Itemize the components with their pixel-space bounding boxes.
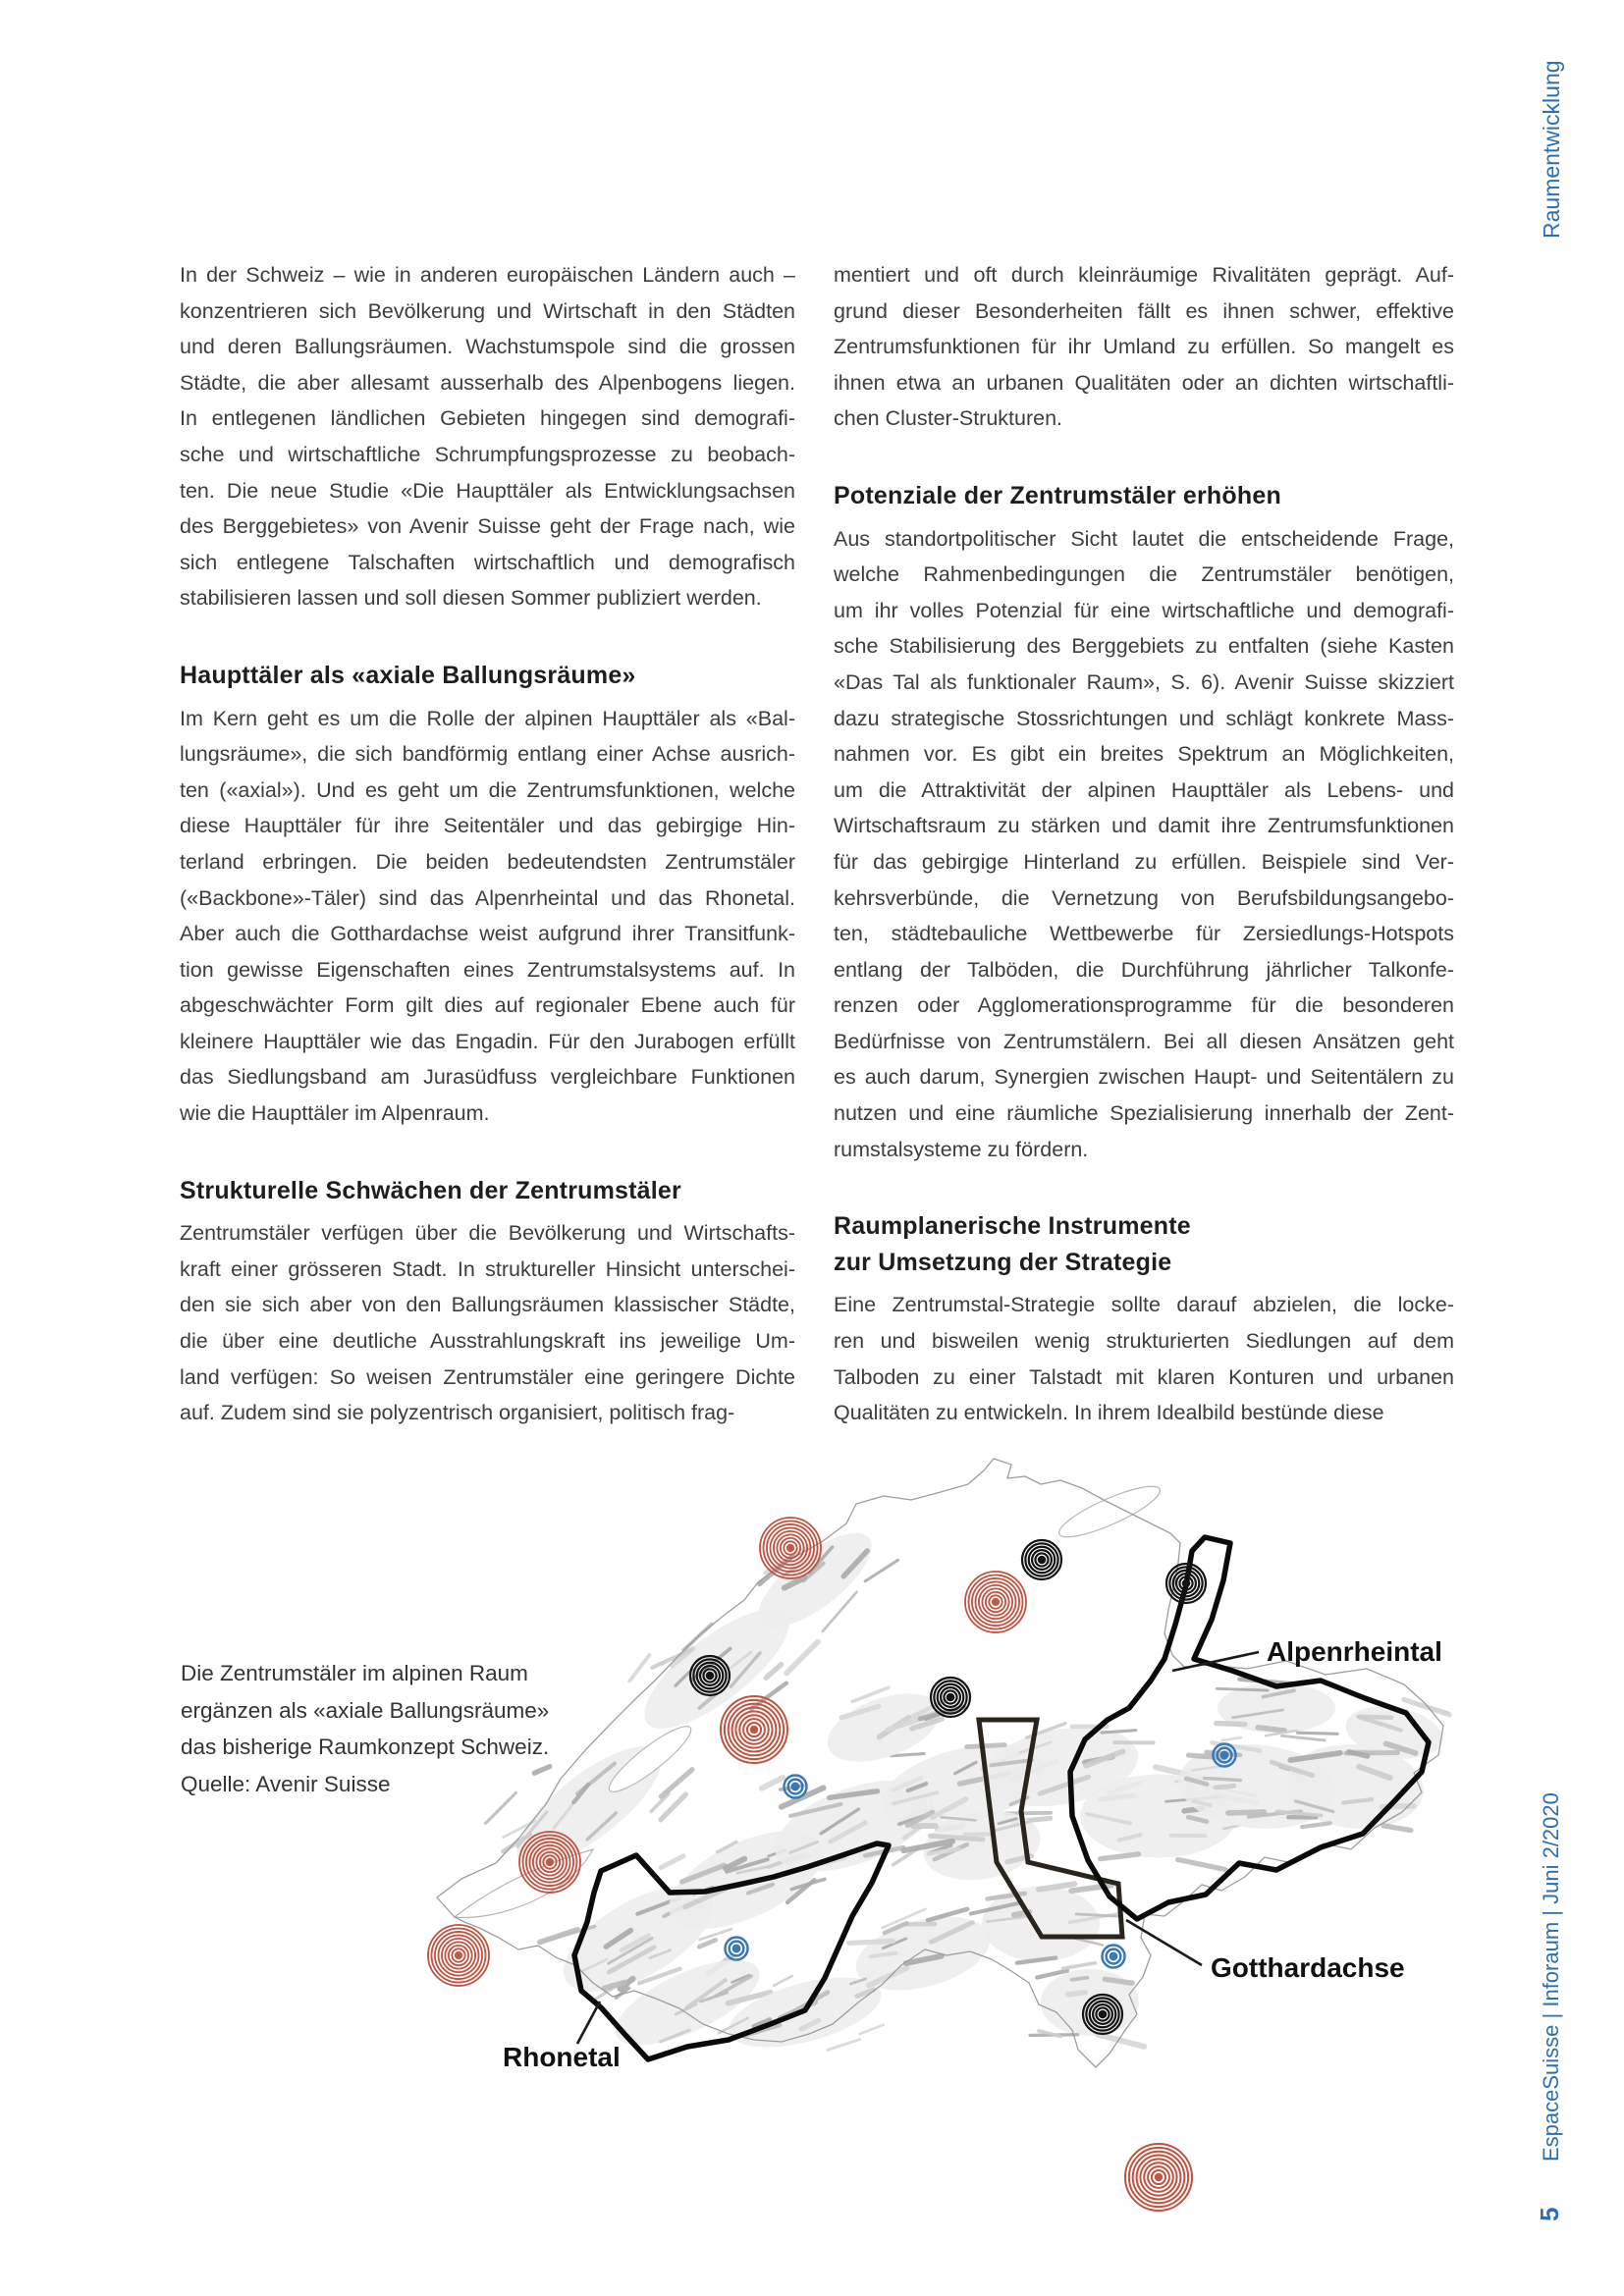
text-line: des Berggebietes» von Avenir Suisse geht der Frage nach, wie (180, 514, 795, 539)
text-line: Städte, die aber allesamt ausserhalb des Alpenbogens liegen. (180, 370, 795, 395)
text-line: wie die Haupttäler im Alpenraum. (180, 1101, 490, 1126)
heading-line: Haupttäler als «axiale Ballungsräume» (180, 661, 636, 689)
text-line: nahmen vor. Es gibt ein breites Spektrum an Möglichkeiten, (834, 742, 1454, 767)
heading-line: zur Umsetzung der Strategie (834, 1248, 1172, 1276)
text-line: Zentrumsfunktionen für ihr Umland zu erfüllen. So mangelt es (834, 335, 1454, 359)
text-line: Qualitäten zu entwickeln. In ihrem Idealbild bestünde diese (834, 1401, 1384, 1425)
marker-black-concentric (1166, 1564, 1206, 1603)
map-label-rhonetal: Rhonetal (503, 2042, 621, 2072)
text-line: um ihr volles Potenzial für eine wirtschaftliche und demografi- (834, 598, 1454, 622)
map-label-gotthardachse: Gotthardachse (1211, 1952, 1405, 1983)
text-line: land verfügen: So weisen Zentrumstäler eine geringere Dichte (180, 1364, 795, 1389)
map-caption-line: das bisherige Raumkonzept Schweiz. (181, 1735, 550, 1759)
paragraph (834, 521, 1454, 1168)
section-heading (834, 1208, 1454, 1280)
text-line: Aus standortpolitischer Sicht lautet die entscheidende Frage, (834, 526, 1454, 551)
leader-line-rhonetal (577, 2002, 600, 2044)
heading-line: Raumplanerische Instrumente (834, 1212, 1191, 1241)
marker-blue-concentric (726, 1938, 748, 1960)
text-line: («Backbone»-Täler) sind das Alpenrheintal und das Rhonetal. (180, 885, 795, 910)
text-line: und deren Ballungsräumen. Wachstumspole sind die grossen (180, 335, 795, 359)
text-line: den sie sich aber von den Ballungsräumen klassischer Städte, (180, 1293, 795, 1317)
text-line: um die Attraktivität der alpinen Haupttäler als Lebens- und (834, 777, 1454, 802)
text-line: ren und bisweilen wenig strukturierten Siedlungen auf dem (834, 1329, 1454, 1354)
text-line: konzentrieren sich Bevölkerung und Wirtschaft in den Städten (180, 298, 795, 323)
text-line: «Das Tal als funktionaler Raum», S. 6). Avenir Suisse skizziert (834, 669, 1454, 694)
rubric-label: Raumentwicklung (1539, 60, 1564, 239)
text-line: Im Kern geht es um die Rolle der alpinen Haupttäler als «Bal- (180, 706, 795, 730)
text-line: es auch darum, Synergien zwischen Haupt- und Seitentälern zu (834, 1065, 1454, 1090)
text-line: ten. Die neue Studie «Die Haupttäler als Entwicklungsachsen (180, 478, 795, 503)
text-line: Eine Zentrumstal-Strategie sollte darauf abzielen, die locke- (834, 1293, 1454, 1317)
marker-red-concentric (1125, 2144, 1192, 2211)
text-line: auf. Zudem sind sie polyzentrisch organisiert, politisch frag- (180, 1401, 735, 1425)
text-line: chen Cluster-Strukturen. (834, 406, 1063, 431)
text-line: dazu strategische Stossrichtungen und schlägt konkrete Mass- (834, 706, 1454, 730)
marker-black-concentric (690, 1656, 730, 1695)
map-caption-line: Die Zentrumstäler im alpinen Raum (181, 1661, 528, 1685)
marker-blue-concentric (1103, 1946, 1125, 1968)
leader-line-gotthardachse (1126, 1920, 1202, 1965)
text-line: abgeschwächter Form gilt dies auf regionaler Ebene auch für (180, 993, 795, 1018)
text-line: entlang der Talböden, die Durchführung jährlicher Talkonfe- (834, 957, 1454, 982)
text-line: das Siedlungsband am Jurasüdfuss vergleichbare Funktionen (180, 1065, 795, 1090)
text-line: ihnen etwa an urbanen Qualitäten oder an dichten wirtschaftli- (834, 370, 1454, 395)
paragraph (180, 257, 795, 616)
text-line: diese Haupttäler für ihre Seitentäler und das gebirgige Hin- (180, 814, 795, 838)
marker-blue-concentric (1214, 1744, 1236, 1767)
text-line: In entlegenen ländlichen Gebieten hingegen sind demografi- (180, 406, 795, 431)
text-line: tion gewisse Eigenschaften eines Zentrumstalsystems auf. In (180, 957, 795, 982)
text-line: lungsräume», die sich bandförmig entlang einer Achse ausrich- (180, 742, 795, 767)
marker-red-concentric (965, 1572, 1026, 1632)
marker-black-concentric (1083, 1995, 1122, 2034)
text-line: ten, städtebauliche Wettbewerbe für Zersiedlungs-Hotspots (834, 922, 1454, 946)
map-caption-source: Quelle: Avenir Suisse (181, 1771, 391, 1796)
paragraph (834, 257, 1454, 437)
text-line: sche und wirtschaftliche Schrumpfungsprozesse zu beobach- (180, 442, 795, 466)
text-line: welche Rahmenbedingungen die Zentrumstäler benötigen, (834, 562, 1454, 587)
map-label-alpenrheintal: Alpenrheintal (1267, 1636, 1442, 1667)
text-line: In der Schweiz – wie in anderen europäischen Ländern auch – (180, 263, 795, 287)
text-line: mentiert und oft durch kleinräumige Rivalitäten geprägt. Auf- (834, 263, 1454, 287)
text-line: Zentrumstäler verfügen über die Bevölkerung und Wirtschafts- (180, 1221, 795, 1246)
marker-black-concentric (931, 1678, 970, 1717)
text-line: kraft einer grösseren Stadt. In struktureller Hinsicht unterschei- (180, 1256, 795, 1281)
paragraph (180, 1215, 795, 1431)
text-line: Wirtschaftsraum zu stärken und damit ihre Zentrumsfunktionen (834, 814, 1454, 838)
article-column-right (834, 257, 1454, 1431)
text-line: Aber auch die Gotthardachse weist aufgrund ihrer Transitfunk- (180, 922, 795, 946)
text-line: nutzen und eine räumliche Spezialisierung innerhalb der Zent- (834, 1101, 1454, 1126)
section-heading (834, 478, 1454, 514)
text-line: sche Stabilisierung des Berggebiets zu entfalten (siehe Kasten (834, 634, 1454, 659)
paragraph (180, 701, 795, 1132)
paragraph (834, 1287, 1454, 1430)
marker-red-concentric (428, 1925, 489, 1986)
text-line: Bedürfnisse von Zentrumstälern. Bei all diesen Ansätzen geht (834, 1029, 1454, 1053)
text-line: für das gebirgige Hinterland zu erfüllen. Beispiele sind Ver- (834, 849, 1454, 874)
footer-issue-label: EspaceSuisse | Inforaum | Juni 2/2020 (1539, 1792, 1563, 2162)
map-caption (181, 1655, 573, 1802)
text-line: terland erbringen. Die beiden bedeutendsten Zentrumstäler (180, 849, 795, 874)
section-heading (180, 658, 795, 694)
marker-blue-concentric (785, 1776, 807, 1798)
marker-black-concentric (1022, 1540, 1061, 1579)
heading-line: Strukturelle Schwächen der Zentrumstäler (180, 1176, 681, 1204)
page-number: 5 (1535, 2207, 1564, 2221)
article-column-left (180, 257, 795, 1431)
text-line: sich entlegene Talschaften wirtschaftlich und demografisch (180, 550, 795, 574)
text-line: rumstalsysteme zu fördern. (834, 1137, 1089, 1161)
text-line: kleinere Haupttäler wie das Engadin. Für den Jurabogen erfüllt (180, 1029, 795, 1053)
map-caption-line: ergänzen als «axiale Ballungsräume» (181, 1697, 550, 1723)
section-heading (180, 1173, 795, 1209)
text-line: stabilisieren lassen und soll diesen Sommer publiziert werden. (180, 586, 762, 611)
text-line: renzen oder Agglomerationsprogramme für die besonderen (834, 993, 1454, 1018)
heading-line: Potenziale der Zentrumstäler erhöhen (834, 481, 1281, 509)
text-line: kehrsverbünde, die Vernetzung von Berufsbildungsangebo- (834, 885, 1454, 910)
text-line: ten («axial»). Und es geht um die Zentrumsfunktionen, welche (180, 777, 795, 802)
text-line: die über eine deutliche Ausstrahlungskraft ins jeweilige Um- (180, 1329, 795, 1354)
text-line: grund dieser Besonderheiten fällt es ihnen schwer, effektive (834, 298, 1454, 323)
text-line: Talboden zu einer Talstadt mit klaren Konturen und urbanen (834, 1364, 1454, 1389)
